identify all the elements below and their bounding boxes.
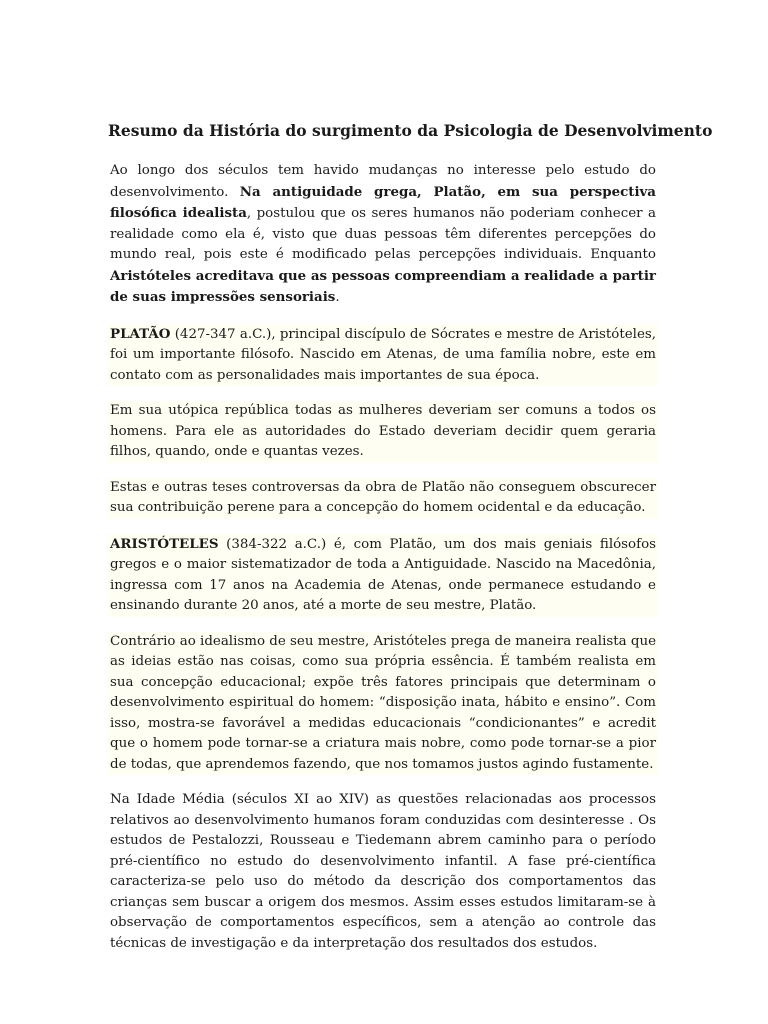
intro-text-2: , postulou que os seres humanos não poderiam conhecer a realidade como ela é, visto que duas pessoas têm diferentes percepções do mundo real, pois este é modificado pelas percepções individuais. Enquanto bbox=[110, 206, 656, 262]
document-page bbox=[108, 118, 713, 969]
intro-text-1: Ao longo dos séculos tem havido mudanças no interesse pelo estudo do desenvolvimento. bbox=[110, 163, 656, 200]
paragraph-idade-media: Na Idade Média (séculos XI ao XIV) as questões relacionadas aos processos relativos ao desenvolvimento humanos foram conduzidas com desinteresse . Os estudos de Pestalozzi, Rousseau e Tiedemann abrem caminho para o período pré-científico no estudo do desenvolvimento infantil. A fase pré-científica caracteriza-se pelo uso do método da descrição dos comportamentos das crianças sem buscar a origem dos mesmos. Assim esses estudos limitaram-se à observação de comportamentos específicos, sem a atenção ao controle das técnicas de investigação e da interpretação dos resultados dos estudos. bbox=[110, 792, 656, 951]
paragraph-realismo: Contrário ao idealismo de seu mestre, Aristóteles prega de maneira realista que as ideias estão nas coisas, como sua própria essência. É também realista em sua concepção educacional; expõe três fatores principais que determinam o desenvolvimento espiritual do homem: “disposição inata, hábito e ensino”. Com isso, mostra-se favorável a medidas educacionais “condicionantes” e acredit que o homem pode tornar-se a criatura mais nobre, como pode tornar-se a pior de todas, que aprendemos fazendo, que nos tomamos justos agindo fustamente. bbox=[108, 632, 658, 776]
platao-text: (427-347 a.C.), principal discípulo de Sócrates e mestre de Aristóteles, foi um importante filósofo. Nascido em Atenas, de uma família nobre, este em contato com as personalidades mais importantes de sua época. bbox=[110, 326, 656, 383]
aristoteles-text: (384-322 a.C.) é, com Platão, um dos mais geniais filósofos gregos e o maior sistematizador de toda a Antiguidade. Nascido na Macedônia, ingressa com 17 anos na Academia de Atenas, onde permanece estudando e ensinando durante 20 anos, até a morte de seu mestre, Platão. bbox=[110, 536, 656, 613]
paragraph-intro bbox=[108, 161, 658, 309]
paragraph-teses: Estas e outras teses controversas da obra de Platão não conseguem obscurecer sua contribuição perene para a concepção do homem ocidental e da educação. bbox=[108, 478, 658, 519]
document-title: Resumo da História do surgimento da Psicologia de Desenvolvimento bbox=[108, 121, 713, 140]
paragraph-aristoteles bbox=[108, 534, 658, 617]
intro-bold-2: Aristóteles acreditava que as pessoas compreendiam a realidade a partir de suas impressões sensoriais bbox=[110, 267, 656, 305]
aristoteles-heading: ARISTÓTELES bbox=[110, 535, 219, 552]
platao-heading: PLATÃO bbox=[110, 325, 171, 342]
paragraph-republica: Em sua utópica república todas as mulheres deveriam ser comuns a todos os homens. Para ele as autoridades do Estado deveriam decidir quem geraria filhos, quando, onde e quantas vezes. bbox=[108, 401, 658, 463]
paragraph-platao bbox=[108, 324, 658, 387]
intro-bold-1: Na antiguidade grega, Platão, em sua perspectiva filosófica idealista bbox=[110, 183, 656, 221]
intro-text-3: . bbox=[335, 290, 340, 305]
